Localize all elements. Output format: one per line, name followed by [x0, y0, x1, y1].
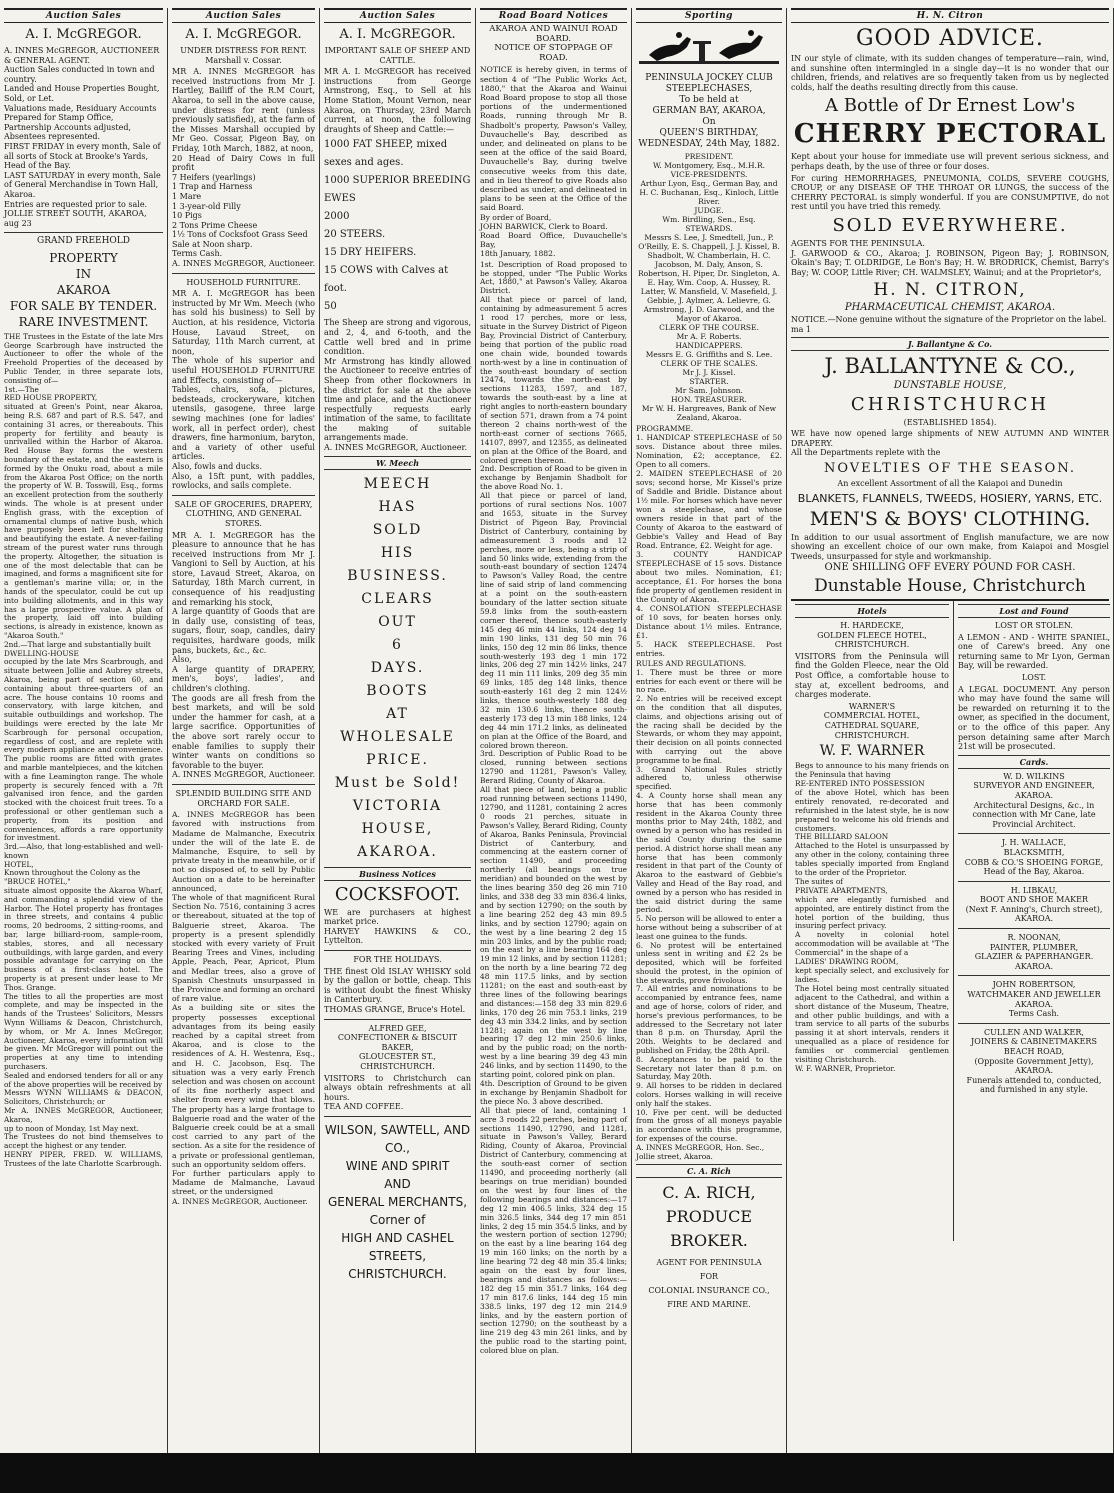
divider — [324, 1019, 471, 1020]
dunstable-house-label: DUNSTABLE HOUSE, — [893, 380, 1007, 392]
steeplechase-heading: PENINSULA JOCKEY CLUB STEEPLECHASES, To be held at GERMAN BAY, AKAROA, On QUEEN'S BIRTHDAY, WEDNESDAY, 24th May, 1882. — [638, 73, 780, 149]
divider — [958, 975, 1110, 976]
column-sporting — [632, 8, 787, 1453]
card-robertson: JOHN ROBERTSON, WATCHMAKER AND JEWELLER AKAROA. Terms Cash. — [967, 980, 1101, 1019]
rules-list: RULES AND REGULATIONS. 1. There must be three or more entries for each event or there will be no race. 2. No entries will be received except on the condition that all disputes, claims, and objections arising out of the racing shall be decided by the Stewards, or whom they may appoint, their decision on all points connected with carrying out the above programme to be final. 3. Grand National Rules strictly adhered to, unless otherwise specified. 4. A County horse shall mean any horse that has been commonly resident in the Akaroa County three months prior to May 24th, 1882, and owned by a person who has resided in the said County during the same period. A district horse shall mean any horse that has been commonly resident in that part of the County of Akaroa to the eastward of Gebbie's Valley and Head of the Bay road, and owned by a person who has resided in the said district during the same period. 5. No person will be allowed to enter a horse without being a subscriber of at least one guinea to the funds. 6. No protest will be entertained unless sent in writing and £2 2s be deposited, which will be forfeited should the protest, in the opinion of the stewards, prove frivolous. 7. All entries and nominations to be accompanied by entrance fees, name and age of horse, colors of rider, and horse's previous performances, to be addressed to the Secretary not later than 8 p.m. on Thursday, April the 20th. Weights to be declared and published on Friday, the 28th April. 8. Acceptances to be paid to the Secretary not later than 8 p.m. on Saturday, May 20th. 9. All horses to be ridden in declared colors. Horses walking in will receive only half the stakes. 10. Five per cent. will be deducted from the gross of all moneys payable in accordance with this programme, for expenses of the course. A. INNES McGREGOR, Hon. Sec., Jollie street, Akaroa. — [636, 659, 782, 1161]
road-board-heading: AKAROA AND WAINUI ROAD BOARD. NOTICE OF STOPPAGE OF ROAD. — [489, 24, 618, 63]
column-auction-sales-3 — [320, 8, 476, 1453]
sold-everywhere-heading: SOLD EVERYWHERE. — [832, 214, 1068, 236]
distress-sale-text: MR A. INNES McGREGOR has received instructions from Mr J. Hartley, Bailiff of the R.M Court, Akaroa, to sell in the above cause, under distress for rent (unless previously satisfied), at the farm of the Misses Marshall occupied by Mr Geo. Cossar, Pigeon Bay, on Friday, 10th March, 1882, at noon, 20 Head of Dairy Cows in full profit 7 Heifers (yearlings) 1 Trap and Harness 1 Mare 1 3-year-old Filly 10 Pigs 2 Tons Prime Cheese 1½ Tons of Cocksfoot Grass Seed Sale at Noon sharp. Terms Cash. A. INNES McGREGOR, Auctioneer. — [172, 67, 315, 269]
rich-ad-title: C. A. RICH, PRODUCE BROKER. — [662, 1183, 756, 1251]
divider — [958, 1023, 1110, 1024]
assortment-text: An excellent Assortment of all the Kaiapoi and Dunedin — [837, 479, 1063, 489]
sheep-sale-text: MR A. I. McGREGOR has received instructions from George Armstrong, Esq., to Sell at his Home Station, Mount Vernon, near Akaroa, on Thursday, 23rd March current, at noon, the following draughts of Sheep and Cattle:— — [324, 67, 471, 134]
card-cullen-walker: CULLEN AND WALKER, JOINERS & CABINETMAKERS BEACH ROAD, (Opposite Government Jetty), AKAROA. Funerals attended to, conducted, and furnished in any style. — [966, 1027, 1102, 1095]
divider — [324, 950, 471, 951]
cocksfoot-text: WE are purchasers at highest market price. HARVEY HAWKINS & CO., Lyttelton. — [324, 907, 471, 946]
pectoral-cures-text: For curing HEMORRHAGES, PNEUMONIA, COLDS, SEVERE COUGHS, CROUP, or any DISEASE OF THE THROAT OR LUNGS, the success of the CHERRY PECTORAL is simply wonderful. If you are CONSUMPTIVE, do not rest until you have tried this remedy. — [791, 173, 1109, 212]
scan-edge-band — [0, 1453, 1114, 1493]
clothing-heading: MEN'S & BOYS' CLOTHING. — [809, 507, 1091, 530]
card-libkau: H. LIBKAU, BOOT AND SHOE MAKER (Next F. Anning's, Church street), AKAROA. — [965, 885, 1103, 924]
card-noonan: R. NOONAN, PAINTER, PLUMBER, GLAZIER & PAPERHANGER. AKAROA. — [974, 933, 1094, 971]
warner-name: W. F. WARNER — [819, 743, 925, 760]
wilson-sawtell-ad: WILSON, SAWTELL, AND CO., WINE AND SPIRIT AND GENERAL MERCHANTS, Corner of HIGH AND CASHEL STREETS, CHRISTCHURCH. — [324, 1122, 471, 1281]
dunstable-footer: Dunstable House, Christchurch — [814, 576, 1086, 597]
spaniel-text: A LEMON - AND - WHITE SPANIEL, one of Carew's breed. Any one returning same to Mr Lyon, German Bay, will be rewarded. — [958, 632, 1110, 671]
column-citron-ballantyne — [787, 8, 1114, 1453]
pectoral-text: Kept about your house for immediate use will prevent serious sickness, and perhaps death, by the use of three or four doses. — [791, 152, 1109, 171]
column-auction-sales-1 — [0, 8, 168, 1453]
section-header: C. A. Rich — [636, 1164, 782, 1178]
bottle-heading: A Bottle of Dr Ernest Low's — [825, 95, 1075, 117]
orchard-sale-text: A. INNES McGREGOR has been favored with instructions from Madame de Malmanche, Executrix under the will of the late E. de Malmanche, Esquire, to sell by private treaty in the meanwhile, or if not so disposed of, to sell by Public Auction on a date to be hereinafter announced, The whole of that magnificent Rural Section No. 7516, containing 3 acres or thereabout, situated at the top of Balguerie street, Akaroa. The property is a present splendidly stocked with every variety of Fruit Bearing Trees and Vines, including Apple, Peach, Pear, Apricot, Plum and Medlar trees, also a grove of Spanish Chestnuts unsurpassed in the Province and forming an orchard of rare value. As a building site or sites the property possesses exceptional advantages from its being easily reached by a capital street from Akaroa, and is close to the residences of A. H. Westenra, Esq., and H. C. Jacobson, Esq. The situation was a very early French selection and was chosen on account of its fine northerly aspect and shelter from every wind that blows. The property has a large frontage to Balguerie road and the water of the Balguerie creek could be at a small cost carried to any part of the section. As a site for the residence of a private or professional gentleman, such an opportunity seldom offers. For further particulars apply to Madame de Malmanche, Lavaud street, or the undersigned A. INNES McGREGOR, Auctioneer. — [172, 810, 315, 1206]
lost-heading: LOST. — [1021, 673, 1047, 682]
groceries-sale-text: MR A. I. McGREGOR has the pleasure to announce that he has received instructions from Mr J. Vangioni to Sell by Auction, at his store, Lavaud Street, Akaroa, on Saturday, 18th March current, in consequence of his readjusting and remarking his stock, A large quantity of Goods that are in daily use, consisting of teas, sugars, flour, soap, candles, dairy requisites, hardware goods, milk pans, buckets, &c., &c. Also, A large quantity of DRAPERY, men's, boys', ladies', and children's clothing. The goods are all fresh from the best markets, and will be sold under the hammer for cash, at a large sacrifice. Opportunities of the above sort rarely occur to enable families to supply their winter wants on conditions so favorable to the buyer. A. INNES McGREGOR, Auctioneer. — [172, 530, 315, 780]
golden-fleece-text: VISITORS from the Peninsula will find the Golden Fleece, near the Old Post Office, a comfortable house to stay at, excellent bedrooms, and charges moderate. — [795, 651, 949, 700]
section-heading: UNDER DISTRESS FOR RENT. Marshall v. Cossar. — [180, 46, 307, 65]
road-descriptions: 1st. Description of Road proposed to be stopped, under "The Public Works Act, 1880," at Pawson's Valley, Akaroa District. All that piece or parcel of land, containing by admeasurement 5 acres 1 rood 17 perches, more or less, situate in the Survey District of Pigeon Bay, Provincial District of Canterbury, being that portion of the public road one chain wide, bounded towards north-west by a line in continuation of the south-east boundary of section 12474, towards the north-east by sections 11283, 1597, and 187, towards the south-east by a line at right angles to north-eastern boundary of section 571, drawn from a 74 point thereon 2 chains north-west of the north-east corner of sections 7665, 14107, 8997, and 12355, as delineated on plan at the Office of the Board, and colored green thereon. 2nd. Description of Road to be given in exchange by Benjamin Shadbolt for the above Road No. 1. All that piece or parcel of land, portions of rural sections Nos. 1007 and 1653, situate in the Survey District of Pigeon Bay, Provincial District of Canterbury, containing by admeasurement 3 roods and 12 perches, more or less, being a strip of land 50 links wide, extending from the south-east boundary of section 12474 to Pawson's Valley Road, the centre line of said strip of land commencing at a point on the south-eastern boundary of the latter section situate 59.8 links from the south-eastern corner thereof, thence south-easterly 145 deg 46 min 44 links, 124 deg 14 min 190 links, 131 deg 50 min 76 links, 150 deg 12 min 86 links, thence south-westerly 193 deg 1 min 172 links, 206 deg 27 min 142½ links, 247 deg 11 min 111 links, 209 deg 35 min 69 links, 185 deg 148 links, thence south-easterly 161 deg 2 min 124½ links, thence south-westerly 188 deg 32 min 130.6 links, thence south-easterly 173 deg 13 min 188 links, 124 deg 44 min 171.2 links, as delineated on plan at the Office of the Board, and colored brown thereon. 3rd. Description of Public Road to be closed, running between sections 12790 and 11281, Pawson's Valley, Berard Riding, County of Akaroa. All that piece of land, being a public road running between sections 11490, 12790, and 11281, containing 2 acres 0 roods 21 perches, situate in Pawson's Valley, Berard Riding, County of Akaroa, Banks Peninsula, Provincial District of Canterbury, and commencing at the eastern corner of section 11490, and proceeding northerly (all bearings on true meridian) and bounded on the west by the lines bearing 350 deg 26 min 710 links, and 338 deg 33 min 836.4 links, and by section 12790; on the south by a line bearing 252 deg 43 min 89.5 links, and by section 12790; again on the west by a line bearing 2 deg 15 min 203 links, and by the public road; on the east by a line bearing 164 deg 19 min 12 links, and by section 11281; on the north by a line bearing 72 deg 48 min 117.5 links, and by section 11281; on the east and south-east by three lines of the following bearings and distances:—158 deg 33 min 829.6 links, 170 deg 26 min 753.1 links, 219 deg 43 min 334.2 links, and by section 11281; again on the west by line bearing 17 deg 12 min 250.6 links, and by the public road; on the north-west by a line bearing 39 deg 43 min 246 links, and by section 11490, to the starting point, colored pink on plan. 4th. Description of Ground to be given in exchange by Benjamin Shadbolt for the piece No. 3 above described. All that piece of land, containing 1 acre 3 roods 22 perches, being part of sections 11490, 12790, and 11281, situate in Pawson's Valley, Berard Riding, County of Akaroa, Provincial District of Canterbury, commencing at the south-east corner of section 11490, and proceeding northerly (all bearings on true meridian) bounded on the west by four lines of the following bearings and distances:—17 deg 12 min 406.5 links, 324 deg 15 min 326.5 links, 344 deg 17 min 851 links, 2 deg 15 min 354.5 links, and by the western portion of section 12790; on the east by a line bearing 164 deg 19 min 160 links; on the north by a line bearing 72 deg 48 min 35.4 links; again on the east by four lines, bearings and distances as follows:—182 deg 15 min 351.7 links, 164 deg 17 min 817.6 links, 144 deg 15 min 338.5 links, 197 deg 12 min 214.9 links, and by the eastern portion of section 12790; on the southeast by a line 219 deg 43 min 261 links, and by the public road to the starting point, colored blue on plan. — [480, 259, 627, 1356]
column-header: Auction Sales — [4, 8, 163, 23]
christchurch-heading: CHRISTCHURCH — [850, 393, 1050, 415]
column-header: Auction Sales — [172, 8, 315, 23]
insurance-agent-text: AGENT FOR PENINSULA FOR COLONIAL INSURANCE CO., FIRE AND MARINE. — [648, 1258, 770, 1310]
column-header: Road Board Notices — [480, 8, 627, 23]
column-road-board — [476, 8, 632, 1453]
card-wallace: J. H. WALLACE, BLACKSMITH, COBB & CO.'S SHOEING FORGE, Head of the Bay, Akaroa. — [964, 838, 1104, 877]
advertiser-title: A. I. McGREGOR. — [25, 27, 142, 42]
column-auction-sales-2 — [168, 8, 320, 1453]
stock-list: 1000 FAT SHEEP, mixed sexes and ages. 1000 SUPERIOR BREEDING EWES 2000 20 STEERS. 15 DRY HEIFERS. 15 COWS with Calves at foot. 50 — [324, 139, 471, 313]
divider — [172, 273, 315, 274]
divider — [958, 928, 1110, 929]
officials-list: PRESIDENT. W. Montgomery, Esq., M.H.R. VICE-PRESIDENTS. Arthur Lyon, Esq., German Bay, and H. C. Buchanan, Esq., Kinloch, Little River. JUDGE. Wm. Birdling, Sen., Esq. STEWARDS. Messrs S. Lee, J. Smedtell, Jun., P. O'Reilly, E. S. Chappell, J. J. Kissel, B. Shadbolt, W. Chamberlain, H. C. Jacobson, M. Daly, Anson, S. Robertson, H. Piper, Dr. Singleton, A. E. Hay, Wm. Coop, A. Hussey, R. Latter, W. Mansfield, V. Masefield, J. Gebbie, J. Aylmer, A. Lelievre, G. Armstrong, J. D. Garwood, and the Mayor of Akaroa. CLERK OF THE COURSE. Mr A. F. Roberts. HANDICAPPERS. Messrs E. G. Griffiths and S. Lee. CLERK OF THE SCALES. Mr J. J. Kissel. STARTER. Mr Sam. Johnson. HON. TREASURER. Mr W. H. Hargreaves, Bank of New Zealand, Akaroa. — [638, 152, 780, 422]
card-wilkins: W. D. WILKINS SURVEYOR AND ENGINEER, AKAROA. Architectural Designs, &c., in connection with Mr Cane, late Provincial Architect. — [972, 771, 1096, 829]
established-label: (ESTABLISHED 1854). — [903, 417, 997, 427]
advertiser-title: A. I. McGREGOR. — [339, 27, 456, 42]
refreshments-text: VISITORS to Christchurch can always obtain refreshments at all hours. TEA AND COFFEE. — [324, 1073, 471, 1112]
divider — [172, 495, 315, 496]
column-header: H. N. Citron — [791, 8, 1109, 23]
citron-subtitle: PHARMACEUTICAL CHEMIST, AKAROA. — [844, 302, 1056, 314]
road-notice-text: NOTICE is hereby given, in terms of section 4 of "The Public Works Act, 1880," that the Akaroa and Wainui Road Board propose to stop all those portions of the undermentioned Roads, running through Mr B. Shadbolt's property, Pawson's Valley, Duvauchelle's Bay, described as under, and delineated on plans to be seen at the office of the said Board, Duvauchelle's Bay, during twelve consecutive weeks from this date, and in lieu thereof to give Roads also described as under, and delineated in plans to be seen at the Office of the said Board. By order of Board, JOHN BARWICK, Clerk to Board. Road Board Office, Duvauchelle's Bay, 18th January, 1882. — [480, 65, 627, 259]
steeplechase-horse-icon — [639, 25, 779, 71]
whisky-text: THE finest Old ISLAY WHISKY sold by the gallon or bottle, cheap. This is without doubt the finest Whisky in Canterbury. THOMAS GRANGE, Bruce's Hotel. — [324, 966, 471, 1014]
divider — [958, 833, 1110, 834]
column-header: Auction Sales — [324, 8, 471, 23]
good-advice-text: IN our style of climate, with its sudden changes of temperature—rain, wind, and sunshine often intermingled in a single day—it is no wonder that our children, friends, and relatives are so frequently taken from us by neglected colds, half the deaths resulting directly from this cause. — [791, 54, 1109, 92]
good-advice-heading: GOOD ADVICE. — [856, 26, 1044, 51]
document-text: A LEGAL DOCUMENT. Any person who may have found the same will be rewarded on returning it to the owner, as specified in the document, or to the office of this paper. Any person detaining same after March 21st will be prosecuted. — [958, 684, 1110, 752]
citron-notice: NOTICE.—None genuine without the signature of the Proprietor on the label. ma 1 — [791, 314, 1107, 334]
furniture-sale-text: MR A. I. McGREGOR has been instructed by Mr Wm. Meech (who has sold his business) to Sell by Auction, at his residence, Victoria House, Lavaud Street, on Saturday, 11th March current, at noon, The whole of his superior and useful HOUSEHOLD FURNITURE and Effects, consisting of— Tables, chairs, sofa, pictures, bedsteads, crockeryware, kitchen utensils, gasogene, three large sewing machines (one for ladies' work, all in perfect order), chest drawers, fine harmonium, baryton, and a variety of other useful articles. Also, fowls and ducks. Also, a 15ft punt, with paddles, rowlocks, and sails complete. — [172, 289, 315, 491]
agent-notice: A. INNES McGREGOR, AUCTIONEER & GENERAL AGENT. Auction Sales conducted in town and country. Landed and House Properties Bought, Sold, or Let. Valuations made, Residuary Accounts Prepared for Stamp Office, Partnership Accounts adjusted, Absentees represented. FIRST FRIDAY in every month, Sale of all sorts of Stock at Brooke's Yards, Head of the Bay. LAST SATURDAY in every month, Sale of General Merchandise in Town Hall, Akaroa. Entries are requested prior to sale. JOLLIE STREET SOUTH, AKAROA, aug 23 — [4, 46, 161, 228]
divider — [324, 1116, 471, 1117]
section-header: Lost and Found — [958, 604, 1110, 618]
clothing-text: In addition to our usual assortment of English manufacture, we are now showing an excellent choice of our own make, from Kaiapoi and Mosgiel Tweeds, unsurpassed for style and workmanship. — [791, 532, 1109, 561]
novelties-heading: NOVELTIES OF THE SEASON. — [823, 461, 1077, 477]
property-tender-text: THE Trustees in the Estate of the late Mrs George Scarbrough have instructed the Auctioneer to offer the whole of the Freehold Properties of the deceased by Public Tender, in three separate lots, consisting of— 1st.—The RED HOUSE PROPERTY, situated at Green's Point, near Akaroa, being R.S. 687 and part of R.S. 547, and containing 31 acres, or thereabouts. This property for fertility and beauty is unrivalled within the Harbor of Akaroa. Red House Bay forms the western boundary of the estate, and the eastern is formed by the Onuku road, about a mile from the Akaroa Post Office; on the north the property of W. B. Tosswill, Esq., forms an excellent protection from the southerly winds. The whole is at present under English grass, with the exception of ornamental clumps of native bush, which have purposely been left for sheltering and beautifying the estate. A never-failing stream of the purest water runs through the property. Altogether, the situation is one of the most delectable that can be imagined, and forms a magnificent site for a gentleman's marine villa; or, in the hands of the speculator, could be cut up into building allotments, and in this way has a large prospective value. A plan of the property, laid off into building sections, is already in existence, known as "Akaroa South." 2nd.—That large and substantially built DWELLING-HOUSE occupied by the late Mrs Scarbrough, and situate between Jollie and Aubrey streets, Akaroa, being part of section 60, and containing about three-quarters of an acre. The house contains 10 rooms and conservatory, with large kitchen, and suitable outbuildings and workshop. The buildings were erected by the late Mr Scarbrough for personal occupation, regardless of cost, and are replete with every modern appliance and convenience. The public rooms are fitted with grates and marble mantelpieces, and the kitchen with a fine Leamington range. The whole property is securely fenced with a 7ft galvanised iron fence, and the garden stocked with the choicest fruit trees. To a professional or other gentleman such a property, from its position and conveniences, affords a rare opportunity for investment. 3rd.—Also, that long-established and well-known HOTEL, Known throughout the Colony as the "BRUCE HOTEL," situate almost opposite the Akaroa Wharf, and commanding a splendid view of the Harbor. The Hotel property has frontages in three streets, and contains 4 public rooms, 20 bedrooms, 2 sitting-rooms, and bar, large billiard-room, sample-room, stables, stores, and all necessary outbuildings, with large garden, and every possible advantage for carrying on the business of a first-class hotel. The property is at present under lease to Mr Thos. Grange. The titles to all the properties are most complete, and may be inspected in the hands of the Trustees' Solicitors, Messrs Wynn Williams & Deacon, Christchurch, by whom, or Mr A. Innes McGregor, Auctioneer, Akaroa, every information will be given. Mr McGregor will point out the properties at any time to intending purchasers. Sealed and endorsed tenders for all or any of the above properties will be received by Messrs WYNN WILLIAMS & DEACON, Solicitors, Christchurch; or Mr A. INNES McGREGOR, Auctioneer, Akaroa, up to noon of Monday, 1st May next. The Trustees do not bind themselves to accept the highest or any tender. HENRY PIPER, FRED. W. WILLIAMS, Trustees of the late Charlotte Scarbrough. — [4, 331, 163, 1168]
section-header: W. Meech — [324, 456, 471, 470]
divider — [4, 232, 163, 233]
programme-list: PROGRAMME. 1. HANDICAP STEEPLECHASE of 50 sovs. Distance about three miles. Nomination, £2; acceptance, £2. Open to all comers. 2. MAIDEN STEEPLECHASE of 20 sovs; second horse, Mr Kissel's prize of Saddle and Bridle. Distance about 1½ mile. For horses which have never won a steeplechase, and whose owners reside in that part of the County of Akaroa to the eastward of Gebbie's Valley and Head of Bay Road. Entrance, £2. Weight for age. 3. COUNTY HANDICAP STEEPLECHASE of 15 sovs. Distance about two miles. Nomination, £1; acceptance, £1. For horses the bona fide property of gentlemen resident in the County of Akaroa. 4. CONSOLATION STEEPLECHASE of 10 sovs, for beaten horses only. Distance about 1½ miles. Entrance, £1. 5. HACK STEEPLECHASE. Post entries. — [636, 424, 782, 658]
cherry-pectoral-heading: CHERRY PECTORAL — [793, 119, 1107, 150]
divider — [172, 784, 315, 785]
meech-ad: MEECH HAS SOLD HIS BUSINESS. CLEARS OUT 6 DAYS. BOOTS AT WHOLESALE PRICE. Must be Sold! VICTORIA HOUSE, AKAROA. — [334, 475, 461, 860]
section-heading: SPLENDID BUILDING SITE AND ORCHARD FOR SALE. — [175, 788, 312, 808]
cocksfoot-heading: COCKSFOOT. — [334, 883, 461, 905]
warner-text: Begs to announce to his many friends on the Peninsula that having RE-ENTERED INTO POSSESSION of the above Hotel, which has been entirely renovated, re-decorated and refurnished in the latest style, he is now prepared to welcome his old friends and customers. THE BILLIARD SALOON Attached to the Hotel is unsurpassed by any other in the colony, containing three tables specially imported from England to the order of the Proprietor. The suites of PRIVATE APARTMENTS, which are elegantly furnished and appointed, are entirely distinct from the hotel portion of the building, thus insuring perfect privacy. A novelty in colonial hotel accommodation will be available at "The Commercial" in the shape of a LADIES' DRAWING ROOM, kept specially select, and exclusively for ladies. The Hotel being most centrally situated adjacent to the Cathedral, and within a short distance of the Museum, Theatre, and other public buildings, and with a tram service to all parts of the suburbs passing it at short intervals, renders it unequalled as a place of residence for families or commercial gentlemen visiting Christchurch. W. F. WARNER, Proprietor. — [795, 761, 949, 1073]
section-header: Cards. — [958, 755, 1110, 769]
section-header: Business Notices — [324, 867, 471, 881]
hotels-column — [791, 601, 954, 1241]
blankets-heading: BLANKETS, FLANNELS, TWEEDS, HOSIERY, YARNS, ETC. — [797, 491, 1103, 505]
section-heading: HOUSEHOLD FURNITURE. — [186, 277, 301, 287]
cash-discount-text: ONE SHILLING OFF EVERY POUND FOR CASH. — [824, 562, 1076, 574]
lower-split — [791, 599, 1109, 1241]
section-heading: FOR THE HOLIDAYS. — [353, 955, 442, 965]
section-header: J. Ballantyne & Co. — [791, 337, 1109, 351]
confectioner-ad: ALFRED GEE, CONFECTIONER & BISCUIT BAKER, GLOUCESTER ST., CHRISTCHURCH. — [337, 1023, 458, 1071]
section-heading: GRAND FREEHOLD — [37, 236, 130, 247]
section-heading: IMPORTANT SALE OF SHEEP AND CATTLE. — [324, 46, 471, 65]
divider — [958, 881, 1110, 882]
section-heading: SALE OF GROCERIES, DRAPERY, CLOTHING, AND GENERAL STORES. — [174, 499, 313, 528]
advertiser-title: A. I. McGREGOR. — [185, 27, 302, 42]
drapery-text: WE have now opened large shipments of NEW AUTUMN AND WINTER DRAPERY. All the Departments replete with the — [791, 429, 1109, 458]
citron-name: H. N. CITRON, — [873, 280, 1027, 301]
lost-heading: LOST OR STOLEN. — [995, 621, 1073, 631]
agents-text: AGENTS FOR THE PENINSULA. J. GARWOOD & CO., Akaroa; J. ROBINSON, Pigeon Bay; J. ROBINSON, Okain's Bay; T. OLDRIDGE, Le Bon's Bay; H. W. BRODRICK, Chemist, Barry's Bay; W. COOP, Little River; CH. WALMSLEY, Wainui; and at the Proprietor's, — [791, 238, 1109, 277]
column-header: Sporting — [636, 8, 782, 23]
property-heading: PROPERTY IN AKAROA FOR SALE BY TENDER. RARE INVESTMENT. — [9, 250, 158, 329]
section-header: Hotels — [795, 604, 949, 618]
lost-found-column — [954, 601, 1114, 1241]
ballantyne-name: J. BALLANTYNE & CO., — [824, 354, 1076, 379]
sheep-sale-details: The Sheep are strong and vigorous, and 2, 4, and 6-tooth, and the Cattle well bred and in prime condition. Mr Armstrong has kindly allowed the Auctioneer to receive entries of Sheep from other flockowners in the district for sale at the above time and place, and the Auctioneer respectfully requests early intimation of the same, to facilitate the making of suitable arrangements made. A. INNES McGREGOR, Auctioneer. — [324, 318, 471, 453]
golden-fleece-heading: H. HARDECKE, GOLDEN FLEECE HOTEL, CHRISTCHURCH. — [817, 621, 927, 650]
commercial-hotel-heading: WARNER'S COMMERCIAL HOTEL, CATHEDRAL SQUARE, CHRISTCHURCH. — [823, 701, 921, 740]
